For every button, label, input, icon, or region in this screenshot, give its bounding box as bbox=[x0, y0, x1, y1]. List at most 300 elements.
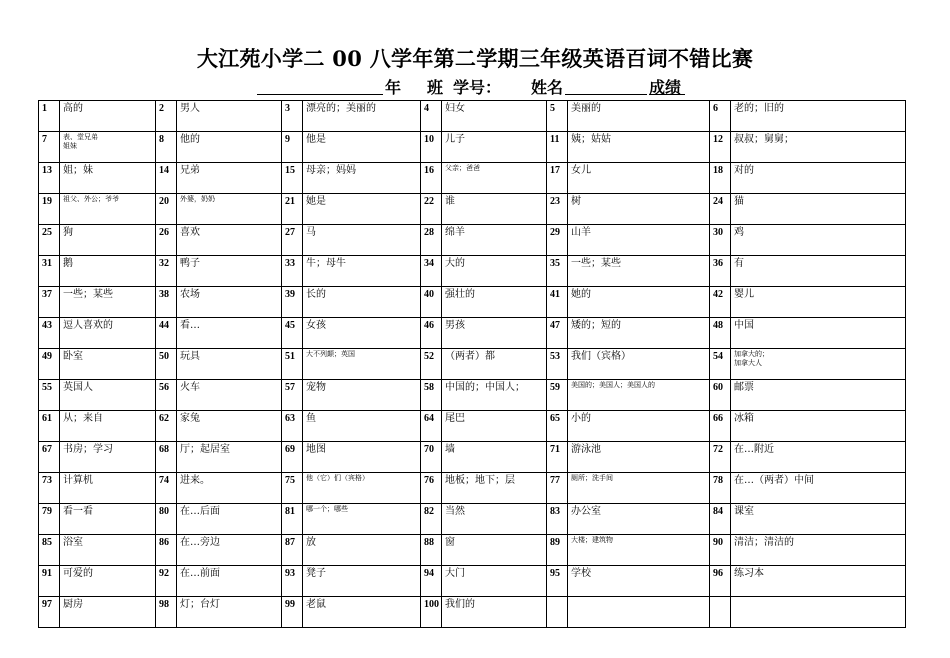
item-number: 81 bbox=[282, 504, 303, 535]
item-meaning bbox=[177, 411, 282, 442]
item-meaning bbox=[731, 349, 906, 380]
item-number: 90 bbox=[710, 535, 731, 566]
item-meaning bbox=[60, 194, 156, 225]
item-number: 77 bbox=[547, 473, 568, 504]
table-row bbox=[39, 194, 906, 225]
item-number: 66 bbox=[710, 411, 731, 442]
item-meaning bbox=[442, 194, 547, 225]
item-number: 55 bbox=[39, 380, 60, 411]
meaning-text: 有 bbox=[734, 258, 744, 269]
item-number: 24 bbox=[710, 194, 731, 225]
meaning-text: 猫 bbox=[734, 196, 744, 207]
meaning-text: 地板；地下；层 bbox=[445, 475, 515, 486]
meaning-text: 厅；起居室 bbox=[180, 444, 230, 455]
meaning-text: 女孩 bbox=[306, 320, 326, 331]
meaning-text: 妇女 bbox=[445, 103, 465, 114]
meaning-text: 邮票 bbox=[734, 382, 754, 393]
item-number: 17 bbox=[547, 163, 568, 194]
meaning-text: 喜欢 bbox=[180, 227, 200, 238]
item-number: 70 bbox=[421, 442, 442, 473]
student-no-label: 学号： bbox=[453, 78, 502, 97]
item-meaning bbox=[731, 442, 906, 473]
meaning-text: 大楼；建筑物 bbox=[571, 536, 613, 544]
item-number: 72 bbox=[710, 442, 731, 473]
item-number: 46 bbox=[421, 318, 442, 349]
item-number: 85 bbox=[39, 535, 60, 566]
meaning-text: 厨房 bbox=[63, 599, 83, 610]
meaning-text: 长的 bbox=[306, 289, 326, 300]
item-number: 74 bbox=[156, 473, 177, 504]
meaning-text: 鸡 bbox=[734, 227, 744, 238]
meaning-text: 姐；妹 bbox=[63, 165, 93, 176]
item-meaning bbox=[731, 411, 906, 442]
item-meaning bbox=[303, 442, 421, 473]
meaning-text: 一些；某些 bbox=[63, 289, 113, 300]
meaning-text: 他（它）们（宾格） bbox=[306, 474, 369, 482]
item-number: 32 bbox=[156, 256, 177, 287]
item-meaning bbox=[60, 256, 156, 287]
item-meaning bbox=[568, 473, 710, 504]
item-meaning bbox=[442, 318, 547, 349]
item-number: 86 bbox=[156, 535, 177, 566]
item-meaning bbox=[731, 535, 906, 566]
meaning-text: 逗人喜欢的 bbox=[63, 320, 113, 331]
item-meaning bbox=[60, 566, 156, 597]
item-meaning bbox=[568, 349, 710, 380]
meaning-text: 办公室 bbox=[571, 506, 601, 517]
item-number: 15 bbox=[282, 163, 303, 194]
meaning-text: 可爱的 bbox=[63, 568, 93, 579]
item-meaning bbox=[60, 411, 156, 442]
item-meaning bbox=[303, 101, 421, 132]
score-label: 成绩 bbox=[649, 78, 682, 97]
meaning-text: 牛；母牛 bbox=[306, 258, 346, 269]
item-meaning bbox=[177, 256, 282, 287]
item-meaning bbox=[303, 163, 421, 194]
meaning-text: 窗 bbox=[445, 537, 455, 548]
meaning-text: 加拿大人 bbox=[734, 359, 762, 367]
table-row bbox=[39, 535, 906, 566]
item-meaning bbox=[568, 287, 710, 318]
item-meaning bbox=[177, 380, 282, 411]
student-info-line bbox=[253, 75, 693, 99]
meaning-text: 鸭子 bbox=[180, 258, 200, 269]
item-meaning bbox=[442, 349, 547, 380]
meaning-text: 祖父、外公；爷爷 bbox=[63, 195, 119, 203]
item-meaning bbox=[303, 566, 421, 597]
item-number: 61 bbox=[39, 411, 60, 442]
table-row bbox=[39, 101, 906, 132]
item-meaning bbox=[568, 535, 710, 566]
item-meaning bbox=[568, 318, 710, 349]
item-meaning bbox=[177, 566, 282, 597]
item-meaning bbox=[442, 411, 547, 442]
item-number: 39 bbox=[282, 287, 303, 318]
item-meaning bbox=[60, 473, 156, 504]
meaning-text: 女儿 bbox=[571, 165, 591, 176]
item-meaning bbox=[442, 380, 547, 411]
meaning-text: 他是 bbox=[306, 134, 326, 145]
item-meaning bbox=[731, 163, 906, 194]
meaning-text: 计算机 bbox=[63, 475, 93, 486]
item-meaning bbox=[177, 349, 282, 380]
item-meaning bbox=[177, 597, 282, 628]
item-meaning bbox=[731, 566, 906, 597]
item-meaning bbox=[177, 194, 282, 225]
item-number: 53 bbox=[547, 349, 568, 380]
item-meaning bbox=[60, 132, 156, 163]
item-meaning bbox=[731, 504, 906, 535]
item-number: 6 bbox=[710, 101, 731, 132]
item-number: 25 bbox=[39, 225, 60, 256]
item-meaning bbox=[60, 504, 156, 535]
meaning-text: 卧室 bbox=[63, 351, 83, 362]
item-meaning bbox=[60, 225, 156, 256]
meaning-text: 叔叔；舅舅； bbox=[734, 134, 794, 145]
table-row bbox=[39, 380, 906, 411]
item-meaning bbox=[303, 132, 421, 163]
meaning-text: 矮的；短的 bbox=[571, 320, 621, 331]
meaning-text: 鱼 bbox=[306, 413, 316, 424]
item-meaning bbox=[303, 318, 421, 349]
item-number: 11 bbox=[547, 132, 568, 163]
meaning-text: 进来。 bbox=[180, 475, 210, 486]
item-meaning bbox=[442, 566, 547, 597]
item-meaning bbox=[731, 473, 906, 504]
meaning-text: 清洁；清洁的 bbox=[734, 537, 794, 548]
item-number: 10 bbox=[421, 132, 442, 163]
item-number: 18 bbox=[710, 163, 731, 194]
meaning-text: 地图 bbox=[306, 444, 326, 455]
item-number: 21 bbox=[282, 194, 303, 225]
item-number: 23 bbox=[547, 194, 568, 225]
item-number bbox=[710, 597, 731, 628]
item-number: 9 bbox=[282, 132, 303, 163]
meaning-text: 冰箱 bbox=[734, 413, 754, 424]
meaning-text: 灯；台灯 bbox=[180, 599, 220, 610]
meaning-text: 大的 bbox=[445, 258, 465, 269]
table-row bbox=[39, 597, 906, 628]
table-row bbox=[39, 442, 906, 473]
item-number: 84 bbox=[710, 504, 731, 535]
item-number: 80 bbox=[156, 504, 177, 535]
item-number: 88 bbox=[421, 535, 442, 566]
item-meaning bbox=[60, 163, 156, 194]
item-number: 69 bbox=[282, 442, 303, 473]
meaning-text: 大不列颠；英国 bbox=[306, 350, 355, 358]
table-row bbox=[39, 566, 906, 597]
meaning-text: 母亲；妈妈 bbox=[306, 165, 356, 176]
item-number: 83 bbox=[547, 504, 568, 535]
score-underline bbox=[649, 94, 685, 95]
meaning-text: 狗 bbox=[63, 227, 73, 238]
item-meaning bbox=[177, 473, 282, 504]
meaning-text: 绵羊 bbox=[445, 227, 465, 238]
item-number: 57 bbox=[282, 380, 303, 411]
item-number: 45 bbox=[282, 318, 303, 349]
meaning-text: 加拿大的； bbox=[734, 350, 769, 358]
table-row bbox=[39, 163, 906, 194]
item-meaning bbox=[442, 225, 547, 256]
item-meaning bbox=[60, 380, 156, 411]
item-number: 4 bbox=[421, 101, 442, 132]
item-number: 38 bbox=[156, 287, 177, 318]
item-meaning bbox=[442, 287, 547, 318]
item-meaning bbox=[177, 318, 282, 349]
meaning-text: 谁 bbox=[445, 196, 455, 207]
item-meaning bbox=[568, 380, 710, 411]
meaning-text: 她的 bbox=[571, 289, 591, 300]
meaning-text: 老鼠 bbox=[306, 599, 326, 610]
item-meaning bbox=[60, 349, 156, 380]
item-number bbox=[547, 597, 568, 628]
item-number: 34 bbox=[421, 256, 442, 287]
item-number: 2 bbox=[156, 101, 177, 132]
item-number: 73 bbox=[39, 473, 60, 504]
meaning-text: 树 bbox=[571, 196, 581, 207]
table-row bbox=[39, 256, 906, 287]
table-row bbox=[39, 473, 906, 504]
item-meaning bbox=[60, 318, 156, 349]
item-meaning bbox=[731, 256, 906, 287]
item-number: 26 bbox=[156, 225, 177, 256]
table-row bbox=[39, 349, 906, 380]
item-number: 8 bbox=[156, 132, 177, 163]
item-number: 20 bbox=[156, 194, 177, 225]
item-number: 52 bbox=[421, 349, 442, 380]
item-number: 95 bbox=[547, 566, 568, 597]
item-number: 94 bbox=[421, 566, 442, 597]
item-number: 22 bbox=[421, 194, 442, 225]
item-number: 76 bbox=[421, 473, 442, 504]
item-number: 40 bbox=[421, 287, 442, 318]
item-meaning bbox=[177, 132, 282, 163]
page-title: 大江苑小学二 00 八学年第二学期三年级英语百词不错比赛 bbox=[196, 46, 754, 71]
item-meaning bbox=[303, 349, 421, 380]
item-meaning bbox=[442, 535, 547, 566]
table-row bbox=[39, 504, 906, 535]
meaning-text: 她是 bbox=[306, 196, 326, 207]
table-row bbox=[39, 318, 906, 349]
item-meaning bbox=[568, 504, 710, 535]
meaning-text: 在…后面 bbox=[180, 506, 220, 517]
item-number: 31 bbox=[39, 256, 60, 287]
item-meaning bbox=[442, 597, 547, 628]
item-meaning bbox=[731, 287, 906, 318]
item-number: 49 bbox=[39, 349, 60, 380]
item-meaning bbox=[442, 101, 547, 132]
meaning-text: 男人 bbox=[180, 103, 200, 114]
meaning-text: 厕所；洗手间 bbox=[571, 474, 613, 482]
item-meaning bbox=[60, 535, 156, 566]
item-meaning bbox=[442, 442, 547, 473]
meaning-text: 漂亮的；美丽的 bbox=[306, 103, 376, 114]
item-number: 51 bbox=[282, 349, 303, 380]
meaning-text: 玩具 bbox=[180, 351, 200, 362]
item-number: 12 bbox=[710, 132, 731, 163]
item-meaning bbox=[731, 132, 906, 163]
table-row bbox=[39, 225, 906, 256]
item-meaning bbox=[442, 473, 547, 504]
item-number: 97 bbox=[39, 597, 60, 628]
item-number: 89 bbox=[547, 535, 568, 566]
meaning-text: 从；来自 bbox=[63, 413, 103, 424]
item-number: 71 bbox=[547, 442, 568, 473]
item-number: 37 bbox=[39, 287, 60, 318]
meaning-text: 看… bbox=[180, 320, 200, 331]
meaning-text: 墙 bbox=[445, 444, 455, 455]
item-meaning bbox=[442, 504, 547, 535]
meaning-text: 在…前面 bbox=[180, 568, 220, 579]
item-number: 99 bbox=[282, 597, 303, 628]
item-number: 35 bbox=[547, 256, 568, 287]
meaning-text: 学校 bbox=[571, 568, 591, 579]
item-meaning bbox=[303, 256, 421, 287]
item-meaning bbox=[568, 256, 710, 287]
table-row bbox=[39, 287, 906, 318]
meaning-text: 他的 bbox=[180, 134, 200, 145]
item-number: 47 bbox=[547, 318, 568, 349]
meaning-text: 宠物 bbox=[306, 382, 326, 393]
item-meaning bbox=[731, 597, 906, 628]
item-number: 79 bbox=[39, 504, 60, 535]
meaning-text: 高的 bbox=[63, 103, 83, 114]
item-number: 59 bbox=[547, 380, 568, 411]
item-meaning bbox=[60, 597, 156, 628]
meaning-text: 老的；旧的 bbox=[734, 103, 784, 114]
item-number: 98 bbox=[156, 597, 177, 628]
item-number: 63 bbox=[282, 411, 303, 442]
item-meaning bbox=[177, 225, 282, 256]
item-meaning bbox=[568, 163, 710, 194]
item-meaning bbox=[303, 473, 421, 504]
meaning-text: 凳子 bbox=[306, 568, 326, 579]
item-number: 91 bbox=[39, 566, 60, 597]
item-number: 58 bbox=[421, 380, 442, 411]
meaning-text: 我们的 bbox=[445, 599, 475, 610]
item-number: 100 bbox=[421, 597, 442, 628]
item-number: 7 bbox=[39, 132, 60, 163]
item-number: 92 bbox=[156, 566, 177, 597]
item-meaning bbox=[303, 287, 421, 318]
meaning-text: 姐妹 bbox=[63, 142, 77, 150]
meaning-text: 放 bbox=[306, 537, 316, 548]
item-number: 19 bbox=[39, 194, 60, 225]
meaning-text: 浴室 bbox=[63, 537, 83, 548]
item-number: 56 bbox=[156, 380, 177, 411]
item-meaning bbox=[177, 504, 282, 535]
item-meaning bbox=[731, 318, 906, 349]
item-number: 13 bbox=[39, 163, 60, 194]
meaning-text: 美丽的 bbox=[571, 103, 601, 114]
item-meaning bbox=[177, 163, 282, 194]
meaning-text: 强壮的 bbox=[445, 289, 475, 300]
meaning-text: 马 bbox=[306, 227, 316, 238]
meaning-text: 中国的；中国人； bbox=[445, 382, 525, 393]
item-number: 75 bbox=[282, 473, 303, 504]
item-meaning bbox=[442, 163, 547, 194]
meaning-text: 小的 bbox=[571, 413, 591, 424]
item-number: 65 bbox=[547, 411, 568, 442]
item-meaning bbox=[731, 194, 906, 225]
item-meaning bbox=[177, 535, 282, 566]
meaning-text: 火车 bbox=[180, 382, 200, 393]
item-number: 5 bbox=[547, 101, 568, 132]
meaning-text: 儿子 bbox=[445, 134, 465, 145]
meaning-text: 在…（两者）中间 bbox=[734, 475, 814, 486]
item-number: 41 bbox=[547, 287, 568, 318]
item-number: 82 bbox=[421, 504, 442, 535]
item-meaning bbox=[303, 411, 421, 442]
meaning-text: 当然 bbox=[445, 506, 465, 517]
meaning-text: 课室 bbox=[734, 506, 754, 517]
meaning-text: 哪一个；哪些 bbox=[306, 505, 348, 513]
meaning-text: 对的 bbox=[734, 165, 754, 176]
item-number: 93 bbox=[282, 566, 303, 597]
meaning-text: 表、堂兄弟 bbox=[63, 133, 98, 141]
item-number: 50 bbox=[156, 349, 177, 380]
vocab-table-body bbox=[39, 101, 906, 628]
item-meaning bbox=[177, 287, 282, 318]
item-meaning bbox=[303, 225, 421, 256]
meaning-text: 大门 bbox=[445, 568, 465, 579]
item-meaning bbox=[60, 101, 156, 132]
class-label: 班 bbox=[427, 78, 444, 97]
item-meaning bbox=[303, 597, 421, 628]
item-number: 78 bbox=[710, 473, 731, 504]
item-number: 42 bbox=[710, 287, 731, 318]
item-meaning bbox=[303, 504, 421, 535]
meaning-text: 在…附近 bbox=[734, 444, 774, 455]
item-number: 87 bbox=[282, 535, 303, 566]
item-number: 64 bbox=[421, 411, 442, 442]
item-number: 43 bbox=[39, 318, 60, 349]
name-label: 姓名 bbox=[531, 78, 564, 97]
grade-blank-line[interactable] bbox=[257, 94, 383, 95]
item-meaning bbox=[568, 442, 710, 473]
meaning-text: 练习本 bbox=[734, 568, 764, 579]
meaning-text: 尾巴 bbox=[445, 413, 465, 424]
table-row bbox=[39, 132, 906, 163]
item-number: 29 bbox=[547, 225, 568, 256]
item-meaning bbox=[731, 225, 906, 256]
item-number: 28 bbox=[421, 225, 442, 256]
item-number: 96 bbox=[710, 566, 731, 597]
meaning-text: 农场 bbox=[180, 289, 200, 300]
item-meaning bbox=[60, 287, 156, 318]
meaning-text: （两者）都 bbox=[445, 351, 495, 362]
item-number: 48 bbox=[710, 318, 731, 349]
name-blank-line[interactable] bbox=[565, 94, 647, 95]
meaning-text: 外婆，奶奶 bbox=[180, 195, 215, 203]
meaning-text: 我们（宾格） bbox=[571, 351, 631, 362]
item-meaning bbox=[731, 380, 906, 411]
vocab-table bbox=[38, 100, 906, 628]
item-number: 16 bbox=[421, 163, 442, 194]
item-meaning bbox=[568, 194, 710, 225]
item-meaning bbox=[60, 442, 156, 473]
item-meaning bbox=[177, 101, 282, 132]
item-meaning bbox=[303, 194, 421, 225]
item-meaning bbox=[303, 535, 421, 566]
item-number: 27 bbox=[282, 225, 303, 256]
meaning-text: 美国的；美国人；美国人的 bbox=[571, 381, 655, 389]
item-number: 14 bbox=[156, 163, 177, 194]
meaning-text: 姨；姑姑 bbox=[571, 134, 611, 145]
meaning-text: 英国人 bbox=[63, 382, 93, 393]
meaning-text: 游泳池 bbox=[571, 444, 601, 455]
item-number: 67 bbox=[39, 442, 60, 473]
